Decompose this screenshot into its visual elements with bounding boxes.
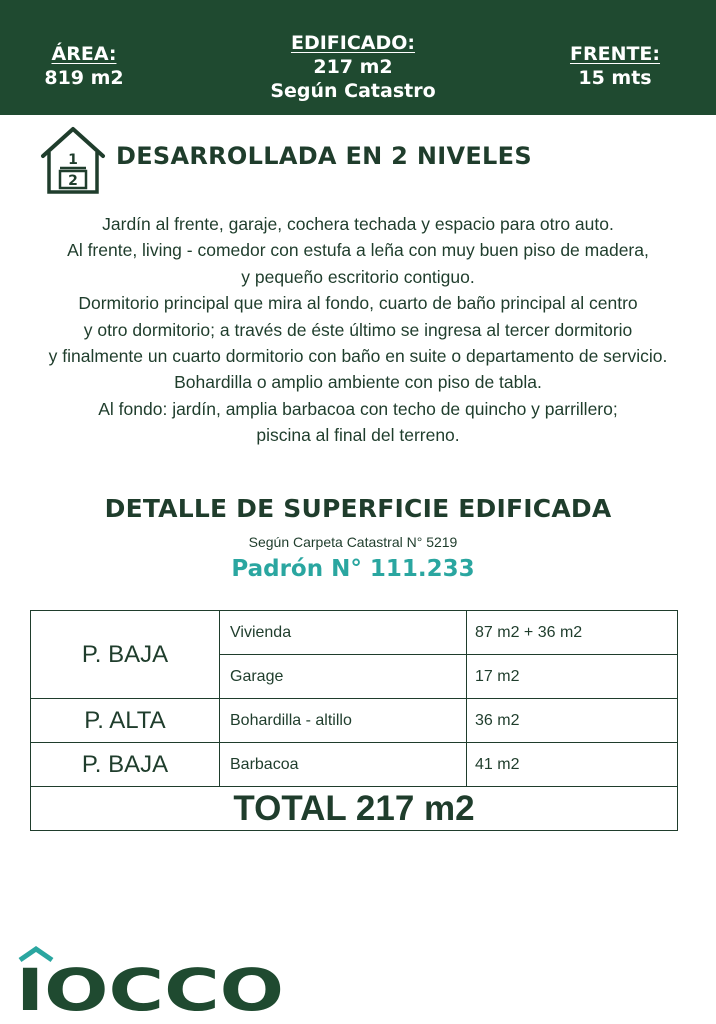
- built-value: 217 m2: [313, 56, 393, 78]
- level-cell: P. ALTA: [31, 699, 220, 743]
- logo-text: IOCCO: [16, 956, 284, 1014]
- area-cell: 36 m2: [467, 699, 678, 743]
- description-line: Dormitorio principal que mira al fondo, cuarto de baño principal al centro: [78, 293, 638, 314]
- part-cell: Garage: [220, 655, 467, 699]
- description-line: Al frente, living - comedor con estufa a leña con muy buen piso de madera,: [67, 240, 649, 261]
- front-value: 15 mts: [578, 67, 652, 89]
- description-line: y otro dormitorio; a través de éste último se ingresa al tercer dormitorio: [83, 319, 633, 340]
- description-line: Jardín al frente, garaje, cochera techada y espacio para otro auto.: [102, 214, 614, 234]
- surface-table: [30, 610, 678, 831]
- house-levels-icon: [40, 124, 106, 196]
- description-line: Bohardilla o amplio ambiente con piso de tabla.: [174, 372, 542, 393]
- description-line: y pequeño escritorio contiguo.: [241, 266, 475, 287]
- part-cell: Vivienda: [220, 611, 467, 655]
- front-label: FRENTE:: [569, 43, 661, 65]
- area-cell: 87 m2 + 36 m2: [467, 611, 678, 655]
- catastro-source: Según Carpeta Catastral N° 5219: [248, 534, 458, 550]
- area-cell: 17 m2: [467, 655, 678, 699]
- total-row: [31, 787, 678, 831]
- iocco-logo: [16, 944, 286, 1014]
- level-cell: P. BAJA: [31, 611, 220, 699]
- built-stat: [228, 31, 478, 103]
- built-note: Según Catastro: [270, 80, 436, 102]
- area-label: ÁREA:: [51, 43, 117, 65]
- level-two-label: 2: [68, 173, 78, 189]
- front-stat: [530, 42, 700, 90]
- part-cell: Bohardilla - altillo: [220, 699, 467, 743]
- description-line: Al fondo: jardín, amplia barbacoa con techo de quincho y parrillero;: [98, 398, 618, 419]
- level-cell: P. BAJA: [31, 743, 220, 787]
- description-line: piscina al final del terreno.: [256, 425, 460, 446]
- description: [0, 211, 716, 449]
- table-row: [31, 699, 678, 743]
- built-label: EDIFICADO:: [290, 32, 416, 54]
- description-line: y finalmente un cuarto dormitorio con baño en suite o departamento de servicio.: [48, 346, 668, 367]
- area-stat: [10, 42, 158, 90]
- total-cell: TOTAL 217 m2: [31, 787, 678, 831]
- summary-header: [0, 0, 716, 115]
- area-cell: 41 m2: [467, 743, 678, 787]
- part-cell: Barbacoa: [220, 743, 467, 787]
- detail-title: DETALLE DE SUPERFICIE EDIFICADA: [104, 494, 612, 523]
- table-row: [31, 743, 678, 787]
- area-value: 819 m2: [44, 67, 124, 89]
- table-row: [31, 611, 678, 655]
- padron-number: Padrón N° 111.233: [231, 556, 475, 582]
- levels-title: DESARROLLADA EN 2 NIVELES: [116, 142, 532, 170]
- level-one-label: 1: [68, 152, 78, 168]
